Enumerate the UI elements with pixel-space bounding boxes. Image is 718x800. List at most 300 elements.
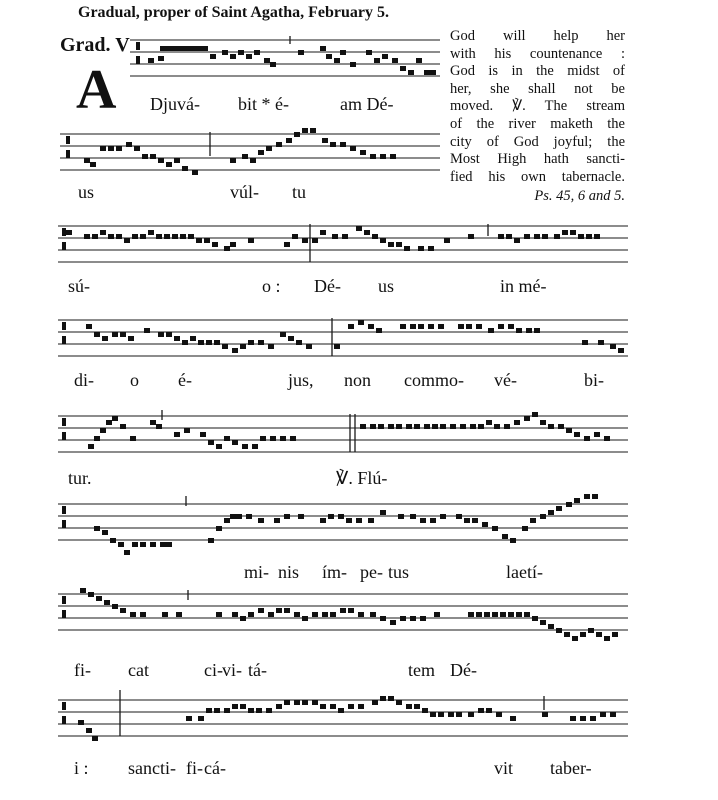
neume (294, 132, 300, 137)
neume (120, 608, 126, 613)
neume (366, 50, 372, 55)
neume (140, 234, 146, 239)
neume (486, 420, 492, 425)
neume (418, 324, 424, 329)
neume (524, 612, 530, 617)
neume (284, 608, 290, 613)
neume (380, 696, 386, 701)
neume (284, 242, 290, 247)
lyric-line (68, 468, 468, 490)
neume (134, 146, 140, 151)
neume (166, 46, 172, 51)
neume (302, 128, 308, 133)
neume (320, 230, 326, 235)
neume (302, 238, 308, 243)
neume (274, 518, 280, 523)
neume (130, 612, 136, 617)
neume (360, 424, 366, 429)
neume (440, 514, 446, 519)
music-staff (58, 586, 628, 648)
neume (556, 506, 562, 511)
syllable: vit (494, 758, 514, 778)
neume (404, 246, 410, 251)
neume (400, 616, 406, 621)
neume (94, 436, 100, 441)
neume (580, 632, 586, 637)
neume (388, 424, 394, 429)
neume (84, 234, 90, 239)
neume (80, 588, 86, 593)
neume (268, 612, 274, 617)
translation-line: of the river maketh the (450, 115, 625, 132)
neume (444, 238, 450, 243)
neume (410, 616, 416, 621)
neume (580, 716, 586, 721)
neume (298, 50, 304, 55)
neume (562, 230, 568, 235)
neume (368, 518, 374, 523)
neume (280, 436, 286, 441)
neume (230, 514, 236, 519)
gradual-abbrev: Grad. (60, 34, 111, 56)
neume (332, 234, 338, 239)
syllable: nis (278, 562, 300, 582)
neume (348, 608, 354, 613)
mode-numeral: V (115, 34, 130, 56)
neume (428, 246, 434, 251)
neume (410, 324, 416, 329)
neume (258, 608, 264, 613)
syllable: cá- (204, 758, 226, 778)
neume (540, 420, 546, 425)
neume (160, 46, 166, 51)
neume (182, 166, 188, 171)
neume (338, 514, 344, 519)
neume (322, 612, 328, 617)
neume (248, 238, 254, 243)
neume (596, 632, 602, 637)
neume (492, 526, 498, 531)
neume (514, 420, 520, 425)
neume (588, 628, 594, 633)
neume (466, 324, 472, 329)
neume (208, 538, 214, 543)
neume (258, 150, 264, 155)
neume (516, 328, 522, 333)
neume (574, 432, 580, 437)
syllable: laetí- (506, 562, 543, 582)
neume (198, 716, 204, 721)
neume (566, 428, 572, 433)
neume (380, 510, 386, 515)
neume (224, 708, 230, 713)
neume (102, 530, 108, 535)
neume (482, 522, 488, 527)
neume (102, 336, 108, 341)
neume (530, 518, 536, 523)
neume (356, 518, 362, 523)
neume (240, 704, 246, 709)
neume (390, 620, 396, 625)
neume (506, 234, 512, 239)
neume (112, 604, 118, 609)
neume (422, 708, 428, 713)
neume (460, 424, 466, 429)
neume (276, 608, 282, 613)
neume (202, 46, 208, 51)
neume (216, 526, 222, 531)
neume (566, 502, 572, 507)
neume (78, 720, 84, 725)
neume (144, 328, 150, 333)
neume (524, 416, 530, 421)
neume (90, 162, 96, 167)
neume (276, 704, 282, 709)
music-staff (58, 314, 628, 370)
neume (428, 324, 434, 329)
neume (84, 158, 90, 163)
neume (348, 324, 354, 329)
neume (92, 234, 98, 239)
neume (468, 234, 474, 239)
neume (260, 436, 266, 441)
neume (368, 324, 374, 329)
neume (96, 596, 102, 601)
neume (438, 324, 444, 329)
syllable: non (344, 370, 371, 390)
neume (572, 636, 578, 641)
syllable: tu (292, 182, 307, 202)
neume (112, 332, 118, 337)
neume (94, 526, 100, 531)
neume (322, 138, 328, 143)
neume (370, 154, 376, 159)
neume (230, 158, 236, 163)
neume (494, 424, 500, 429)
syllable: us (378, 276, 395, 296)
neume (116, 146, 122, 151)
neume (424, 70, 430, 75)
neume (166, 332, 172, 337)
neume (498, 324, 504, 329)
neume (570, 230, 576, 235)
neume (468, 612, 474, 617)
neume (502, 534, 508, 539)
neume (246, 54, 252, 59)
neume (310, 128, 316, 133)
neume (158, 332, 164, 337)
neume (156, 234, 162, 239)
neume (526, 328, 532, 333)
music-staff (58, 686, 628, 756)
neume (514, 238, 520, 243)
neume (188, 234, 194, 239)
neume (118, 542, 124, 547)
neume (296, 340, 302, 345)
neume (104, 600, 110, 605)
neume (388, 696, 394, 701)
neume (410, 514, 416, 519)
syllable: am Dé- (340, 94, 394, 114)
neume (216, 612, 222, 617)
syllable: ci- (204, 660, 223, 680)
lyric-line (64, 276, 624, 298)
neume (472, 518, 478, 523)
neume (100, 146, 106, 151)
neume (266, 146, 272, 151)
syllable: sú- (68, 276, 90, 296)
neume (370, 424, 376, 429)
neume (240, 616, 246, 621)
psalm-reference: Ps. 45, 6 and 5. (534, 188, 625, 205)
neume (172, 234, 178, 239)
neume (174, 336, 180, 341)
neume (350, 146, 356, 151)
neume (158, 158, 164, 163)
neume (232, 704, 238, 709)
neume (330, 612, 336, 617)
neume (564, 632, 570, 637)
syllable: taber- (550, 758, 592, 778)
neume (478, 424, 484, 429)
neume (406, 424, 412, 429)
gradual-label (60, 34, 130, 57)
neume (112, 416, 118, 421)
neume (372, 234, 378, 239)
neume (542, 234, 548, 239)
neume (166, 542, 172, 547)
neume (248, 340, 254, 345)
neume (432, 424, 438, 429)
neume (320, 518, 326, 523)
neume (486, 708, 492, 713)
neume (214, 340, 220, 345)
neume (330, 704, 336, 709)
neume (238, 50, 244, 55)
neume (306, 344, 312, 349)
translation-line: her, she shall not be (450, 80, 625, 97)
syllable: vi- (222, 660, 242, 680)
neume (270, 436, 276, 441)
neume (156, 424, 162, 429)
neume (182, 340, 188, 345)
neume (186, 716, 192, 721)
neume (258, 340, 264, 345)
neume (380, 616, 386, 621)
neume (196, 46, 202, 51)
music-staff (60, 128, 440, 180)
neume (430, 518, 436, 523)
neume (340, 50, 346, 55)
syllable: bi- (584, 370, 604, 390)
neume (236, 514, 242, 519)
neume (488, 328, 494, 333)
neume (198, 340, 204, 345)
neume (360, 150, 366, 155)
neume (290, 436, 296, 441)
neume (130, 436, 136, 441)
neume (594, 432, 600, 437)
neume (476, 612, 482, 617)
syllable: us (78, 182, 95, 202)
neume (396, 424, 402, 429)
neume (92, 736, 98, 741)
neume (534, 328, 540, 333)
neume (380, 238, 386, 243)
neume (592, 494, 598, 499)
syllable: tem (408, 660, 435, 680)
neume (610, 344, 616, 349)
syllable: bit * é- (238, 94, 289, 114)
syllable: tus (388, 562, 410, 582)
neume (224, 518, 230, 523)
neume (208, 440, 214, 445)
page-title: Gradual, proper of Saint Agatha, February 5. (78, 4, 389, 21)
neume (132, 234, 138, 239)
neume (510, 716, 516, 721)
neume (330, 142, 336, 147)
neume (464, 518, 470, 523)
neume (174, 158, 180, 163)
neume (140, 542, 146, 547)
neume (232, 348, 238, 353)
syllable: Dé- (450, 660, 477, 680)
syllable: fi- (74, 660, 91, 680)
neume (212, 242, 218, 247)
neume (302, 700, 308, 705)
neume (270, 62, 276, 67)
neume (338, 708, 344, 713)
neume (548, 510, 554, 515)
neume (88, 592, 94, 597)
neume (334, 344, 340, 349)
neume (100, 230, 106, 235)
neume (230, 54, 236, 59)
neume (476, 324, 482, 329)
neume (184, 46, 190, 51)
neume (312, 238, 318, 243)
neume (468, 712, 474, 717)
neume (128, 336, 134, 341)
music-staff (58, 220, 628, 270)
syllable: i : (74, 758, 89, 778)
neume (570, 716, 576, 721)
neume (516, 612, 522, 617)
neume (286, 138, 292, 143)
neume (210, 54, 216, 59)
neume (448, 712, 454, 717)
neume (396, 242, 402, 247)
neume (574, 498, 580, 503)
neume (268, 344, 274, 349)
neume (196, 238, 202, 243)
neume (294, 612, 300, 617)
neume (252, 444, 258, 449)
neume (148, 230, 154, 235)
neume (240, 344, 246, 349)
neume (328, 514, 334, 519)
neume (420, 616, 426, 621)
neume (340, 142, 346, 147)
neume (510, 538, 516, 543)
neume (94, 332, 100, 337)
syllable: Djuvá- (150, 94, 200, 114)
neume (248, 708, 254, 713)
neume (242, 154, 248, 159)
neume (558, 424, 564, 429)
syllable: pe- (360, 562, 383, 582)
neume (554, 234, 560, 239)
neume (522, 526, 528, 531)
neume (140, 612, 146, 617)
neume (540, 514, 546, 519)
neume (414, 424, 420, 429)
neume (500, 612, 506, 617)
neume (378, 424, 384, 429)
translation-line: with his countenance : (450, 45, 625, 62)
neume (504, 424, 510, 429)
neume (294, 700, 300, 705)
neume (600, 712, 606, 717)
neume (178, 46, 184, 51)
neume (450, 424, 456, 429)
neume (120, 424, 126, 429)
neume (232, 612, 238, 617)
neume (358, 704, 364, 709)
neume (162, 612, 168, 617)
neume (440, 424, 446, 429)
neume (158, 56, 164, 61)
neume (382, 54, 388, 59)
neume (124, 238, 130, 243)
neume (248, 612, 254, 617)
syllable: ím- (322, 562, 347, 582)
syllable: Dé- (314, 276, 341, 296)
syllable: o : (262, 276, 281, 296)
neume (604, 436, 610, 441)
neume (206, 340, 212, 345)
neume (192, 170, 198, 175)
music-staff (58, 410, 628, 466)
syllable: di- (74, 370, 94, 390)
neume (242, 444, 248, 449)
neume (358, 320, 364, 325)
neume (222, 50, 228, 55)
neume (164, 234, 170, 239)
neume (230, 242, 236, 247)
neume (86, 324, 92, 329)
neume (618, 348, 624, 353)
neume (340, 608, 346, 613)
neume (298, 514, 304, 519)
neume (254, 50, 260, 55)
neume (420, 518, 426, 523)
neume (106, 420, 112, 425)
neume (374, 58, 380, 63)
neume (224, 436, 230, 441)
syllable: é- (178, 370, 192, 390)
neume (484, 612, 490, 617)
neume (132, 542, 138, 547)
neume (120, 332, 126, 337)
syllable: sancti- (128, 758, 176, 778)
neume (438, 712, 444, 717)
neume (326, 54, 332, 59)
neume (150, 420, 156, 425)
neume (496, 712, 502, 717)
neume (284, 700, 290, 705)
neume (172, 46, 178, 51)
